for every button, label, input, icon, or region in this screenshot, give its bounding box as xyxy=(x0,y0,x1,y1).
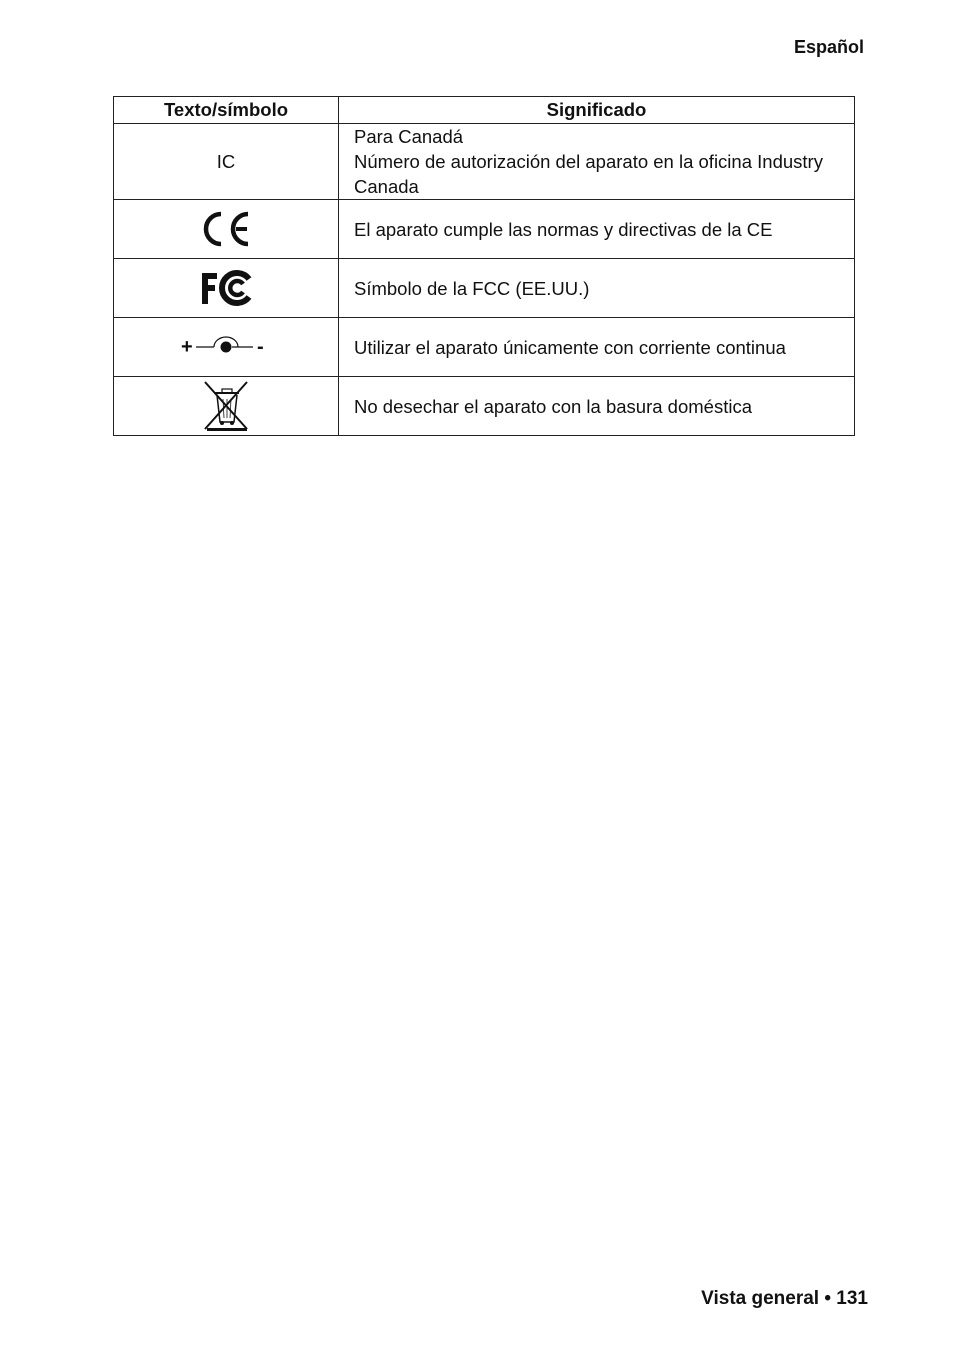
meaning-cell xyxy=(339,200,855,259)
ic-symbol-text: IC xyxy=(216,150,236,172)
ce-mark-icon xyxy=(200,210,252,248)
table-row-dc xyxy=(114,318,855,377)
weee-crossed-bin-icon xyxy=(201,380,251,432)
column-header-symbol: Texto/símbolo xyxy=(114,97,339,124)
meaning-cell xyxy=(339,124,855,200)
footer-section-title: Vista general xyxy=(701,1288,820,1309)
table-row-ce xyxy=(114,200,855,259)
column-header-meaning: Significado xyxy=(339,97,855,124)
meaning-text: No desechar el aparato con la basura doméstica xyxy=(354,395,752,417)
fcc-logo-icon xyxy=(200,269,252,307)
table-header-row xyxy=(114,97,855,124)
meaning-text: El aparato cumple las normas y directivas de la CE xyxy=(354,218,773,240)
page-footer xyxy=(701,1288,868,1310)
polarity-minus: - xyxy=(257,336,264,358)
header-language: Español xyxy=(793,37,864,57)
symbol-cell xyxy=(114,377,339,436)
footer-separator: • xyxy=(824,1288,832,1309)
polarity-plus: + xyxy=(181,336,193,358)
meaning-cell xyxy=(339,377,855,436)
meaning-text: Símbolo de la FCC (EE.UU.) xyxy=(354,277,590,299)
page-number: 131 xyxy=(836,1288,868,1309)
meaning-line: Canada xyxy=(354,176,419,197)
table-row-fcc xyxy=(114,259,855,318)
meaning-cell xyxy=(339,318,855,377)
meaning-cell xyxy=(339,259,855,318)
symbol-cell xyxy=(114,259,339,318)
symbols-table xyxy=(113,96,855,436)
symbol-cell xyxy=(114,318,339,377)
symbol-cell xyxy=(114,200,339,259)
symbol-cell xyxy=(114,124,339,200)
meaning-line: Para Canadá xyxy=(354,126,464,147)
table-row-ic xyxy=(114,124,855,200)
meaning-text: Utilizar el aparato únicamente con corriente continua xyxy=(354,336,786,358)
dc-polarity-icon xyxy=(181,332,271,362)
meaning-line: Número de autorización del aparato en la oficina Industry xyxy=(354,151,823,172)
table-row-weee xyxy=(114,377,855,436)
